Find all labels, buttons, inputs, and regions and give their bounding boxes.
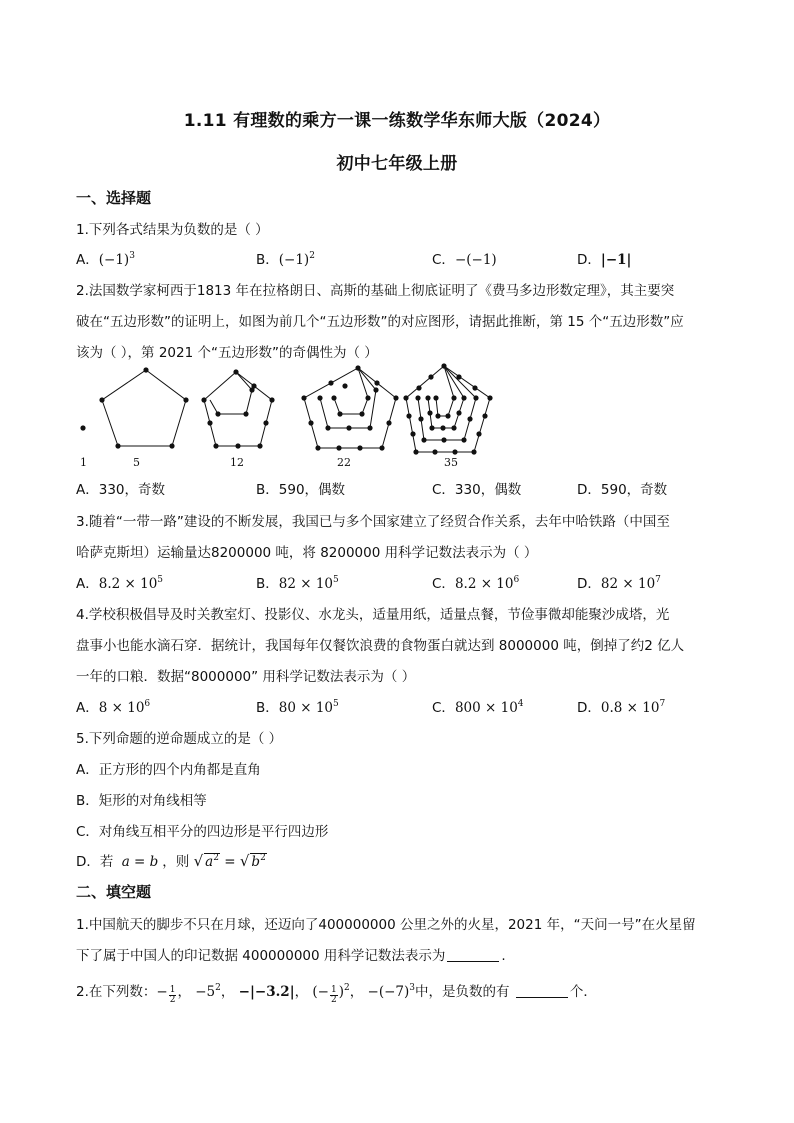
q3-line-2: 哈萨克斯坦）运输量达8200000 吨，将 8200000 用科学记数法表示为（ ） <box>76 545 538 561</box>
figure-label-22: 22 <box>337 456 351 469</box>
q4-line-2: 盘事小也能水滴石穿．据统计，我国每年仅餐饮浪费的食物蛋白就达到 8000000 吨，倒掉了约2 亿人 <box>76 638 685 654</box>
f1-line-1: 1.中国航天的脚步不只在月球，还迈向了400000000 公里之外的火星，2021 年，“天问一号”在火星留 <box>76 917 696 933</box>
q2-option-c: C．330，偶数 <box>432 482 522 498</box>
q5-option-a: A．正方形的四个内角都是直角 <box>76 762 261 778</box>
q3-option-b: B．$82 \times 10^5$ <box>256 575 339 592</box>
q1-option-a: A．$(-1)^3$ <box>76 251 135 268</box>
q5-stem: 5.下列命题的逆命题成立的是（ ） <box>76 731 283 747</box>
q1-option-d: D．|−1| <box>577 252 632 268</box>
q2-line-2: 破在“五边形数”的证明上，如图为前几个“五边形数”的对应图形，请据此推断，第 15 个“五边形数”应 <box>76 314 684 330</box>
q2-option-a: A．330，奇数 <box>76 482 166 498</box>
q4-option-a: A．$8 \times 10^6$ <box>76 699 151 716</box>
f1-line-2: 下了属于中国人的印记数据 400000000 用科学记数法表示为 . <box>76 948 506 964</box>
figure-label-12: 12 <box>230 456 244 469</box>
figure-label-5: 5 <box>133 456 140 469</box>
pentagon-12-outer <box>204 372 272 446</box>
q5-option-b: B．矩形的对角线相等 <box>76 793 207 809</box>
document-title: 1.11 有理数的乘方一课一练数学华东师大版（2024） <box>183 111 611 131</box>
q3-option-a: A．$8.2 \times 10^5$ <box>76 575 164 592</box>
q2-option-b: B．590，偶数 <box>256 482 346 498</box>
q2-line-1: 2.法国数学家柯西于1813 年在拉格朗日、高斯的基础上彻底证明了《费马多边形数定理》，其主要突 <box>76 283 675 299</box>
pentagonal-numbers-figure <box>70 362 510 458</box>
figure-label-35: 35 <box>444 456 458 469</box>
pentagon-5 <box>102 370 186 446</box>
q4-option-b: B．$80 \times 10^5$ <box>256 699 339 716</box>
q4-line-3: 一年的口粮．数据“8000000” 用科学记数法表示为（ ） <box>76 669 416 685</box>
section-fill-heading: 二、填空题 <box>76 883 152 901</box>
f1-answer-blank[interactable] <box>447 949 499 962</box>
q4-option-d: D．$0.8 \times 10^7$ <box>577 699 666 716</box>
section-choice-heading: 一、选择题 <box>76 189 152 207</box>
f2-answer-blank[interactable] <box>516 985 568 998</box>
figure-label-1: 1 <box>80 456 87 469</box>
q1-option-b: B．$(-1)^2$ <box>256 251 315 268</box>
q1-stem: 1.下列各式结果为负数的是（ ） <box>76 222 269 238</box>
f2-line: 2.在下列数：− $\frac{1}{2}$ ， $-5^2$， −|−3.2|， (− $\frac{1}{2}$ )$^2$， $-(-7)^3$中，是负数的有 个． <box>76 983 597 1005</box>
q4-option-c: C．$800 \times 10^4$ <box>432 699 524 716</box>
q2-option-d: D．590，奇数 <box>577 482 668 498</box>
pentagon-22-outer <box>304 368 396 448</box>
q3-option-d: D．$82 \times 10^7$ <box>577 575 661 592</box>
document-subtitle: 初中七年级上册 <box>336 154 458 174</box>
q2-line-3: 该为（ ），第 2021 个“五边形数”的奇偶性为（ ） <box>76 345 378 361</box>
q4-line-1: 4.学校积极倡导及时关教室灯、投影仪、水龙头，适量用纸，适量点餐，节俭事微却能聚沙成塔，光 <box>76 607 670 623</box>
q5-option-d: D．若 a = b ，则 √ $a^2$ = √ $b^2$ <box>76 852 266 870</box>
q3-option-c: C．$8.2 \times 10^6$ <box>432 575 520 592</box>
q3-line-1: 3.随着“一带一路”建设的不断发展，我国已与多个国家建立了经贸合作关系，去年中哈铁路（中国至 <box>76 514 670 530</box>
q1-option-c: C．−(−1) <box>432 252 497 268</box>
q5-option-c: C．对角线互相平分的四边形是平行四边形 <box>76 824 329 840</box>
